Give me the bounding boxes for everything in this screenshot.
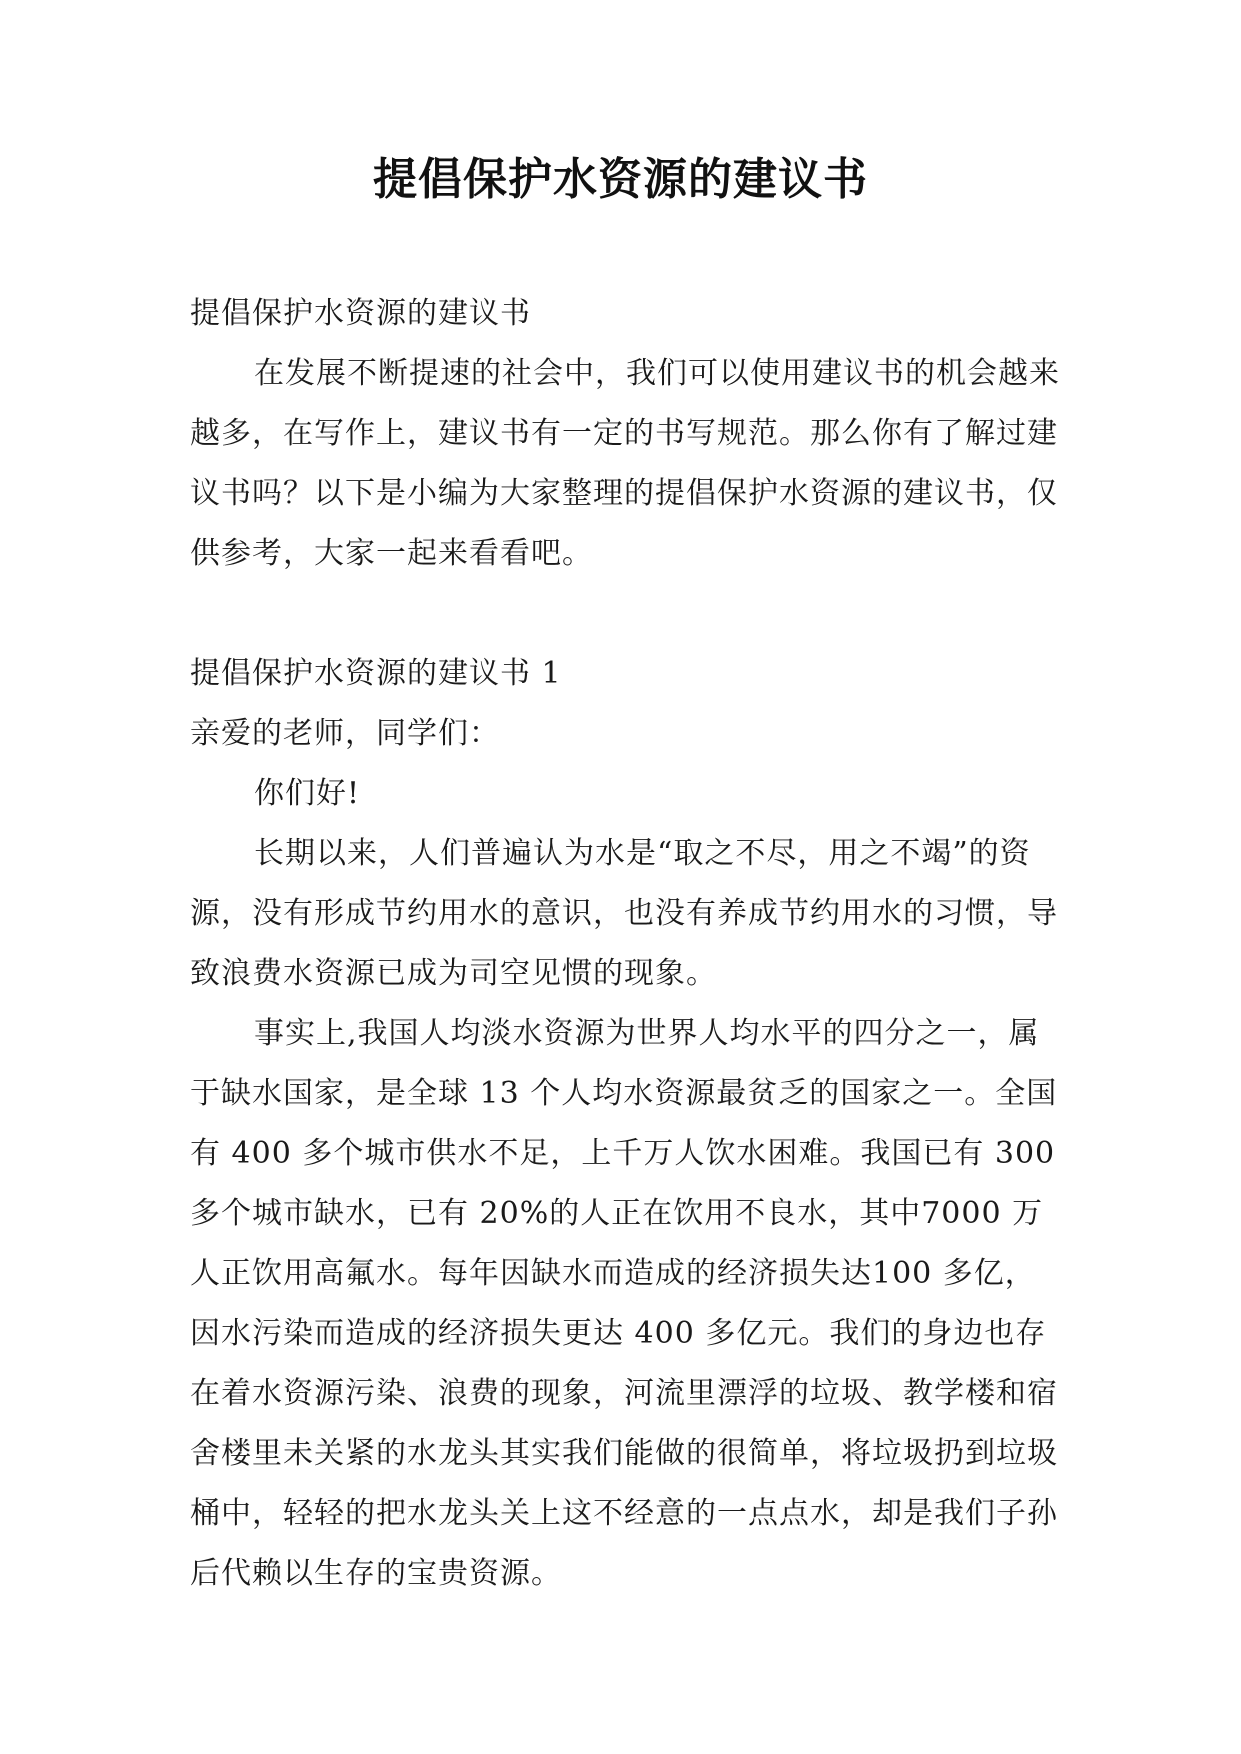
subtitle-line: 提倡保护水资源的建议书 bbox=[190, 296, 531, 331]
document-title: 提倡保护水资源的建议书 bbox=[373, 154, 868, 205]
greeting: 你们好! bbox=[254, 776, 361, 811]
paragraph-2: 事实上,我国人均淡水资源为世界人均水平的四分之一，属于缺水国家，是全球 13 个人均水资源最贫乏的国家之一。全国有 400 多个城市供水不足，上千万人饮水困难。我国已有 300 多个城市缺水，已有 20%的人正在饮用不良水，其中7000 万人正饮用高氟水。每年因缺水而造成的经济损失达100 多亿，因水污染而造成的经济损失更达 400 多亿元。我们的身边也存在着水资源污染、浪费的现象，河流里漂浮的垃圾、教学楼和宿舍楼里未关紧的水龙头其实我们能做的很简单，将垃圾扔到垃圾桶中，轻轻的把水龙头关上这不经意的一点点水，却是我们子孙后代赖以生存的宝贵资源。 bbox=[190, 1016, 1058, 1591]
paragraph-1: 长期以来，人们普遍认为水是“取之不尽，用之不竭”的资源，没有形成节约用水的意识，也没有养成节约用水的习惯，导致浪费水资源已成为司空见惯的现象。 bbox=[190, 836, 1058, 991]
section-heading: 提倡保护水资源的建议书 1 bbox=[190, 656, 562, 691]
intro-block bbox=[190, 284, 1060, 584]
salutation: 亲爱的老师，同学们： bbox=[190, 716, 500, 751]
letter-body bbox=[190, 644, 1060, 1604]
intro-paragraph: 在发展不断提速的社会中，我们可以使用建议书的机会越来越多，在写作上，建议书有一定的书写规范。那么你有了解过建议书吗？以下是小编为大家整理的提倡保护水资源的建议书，仅供参考，大家一起来看看吧。 bbox=[190, 356, 1060, 571]
